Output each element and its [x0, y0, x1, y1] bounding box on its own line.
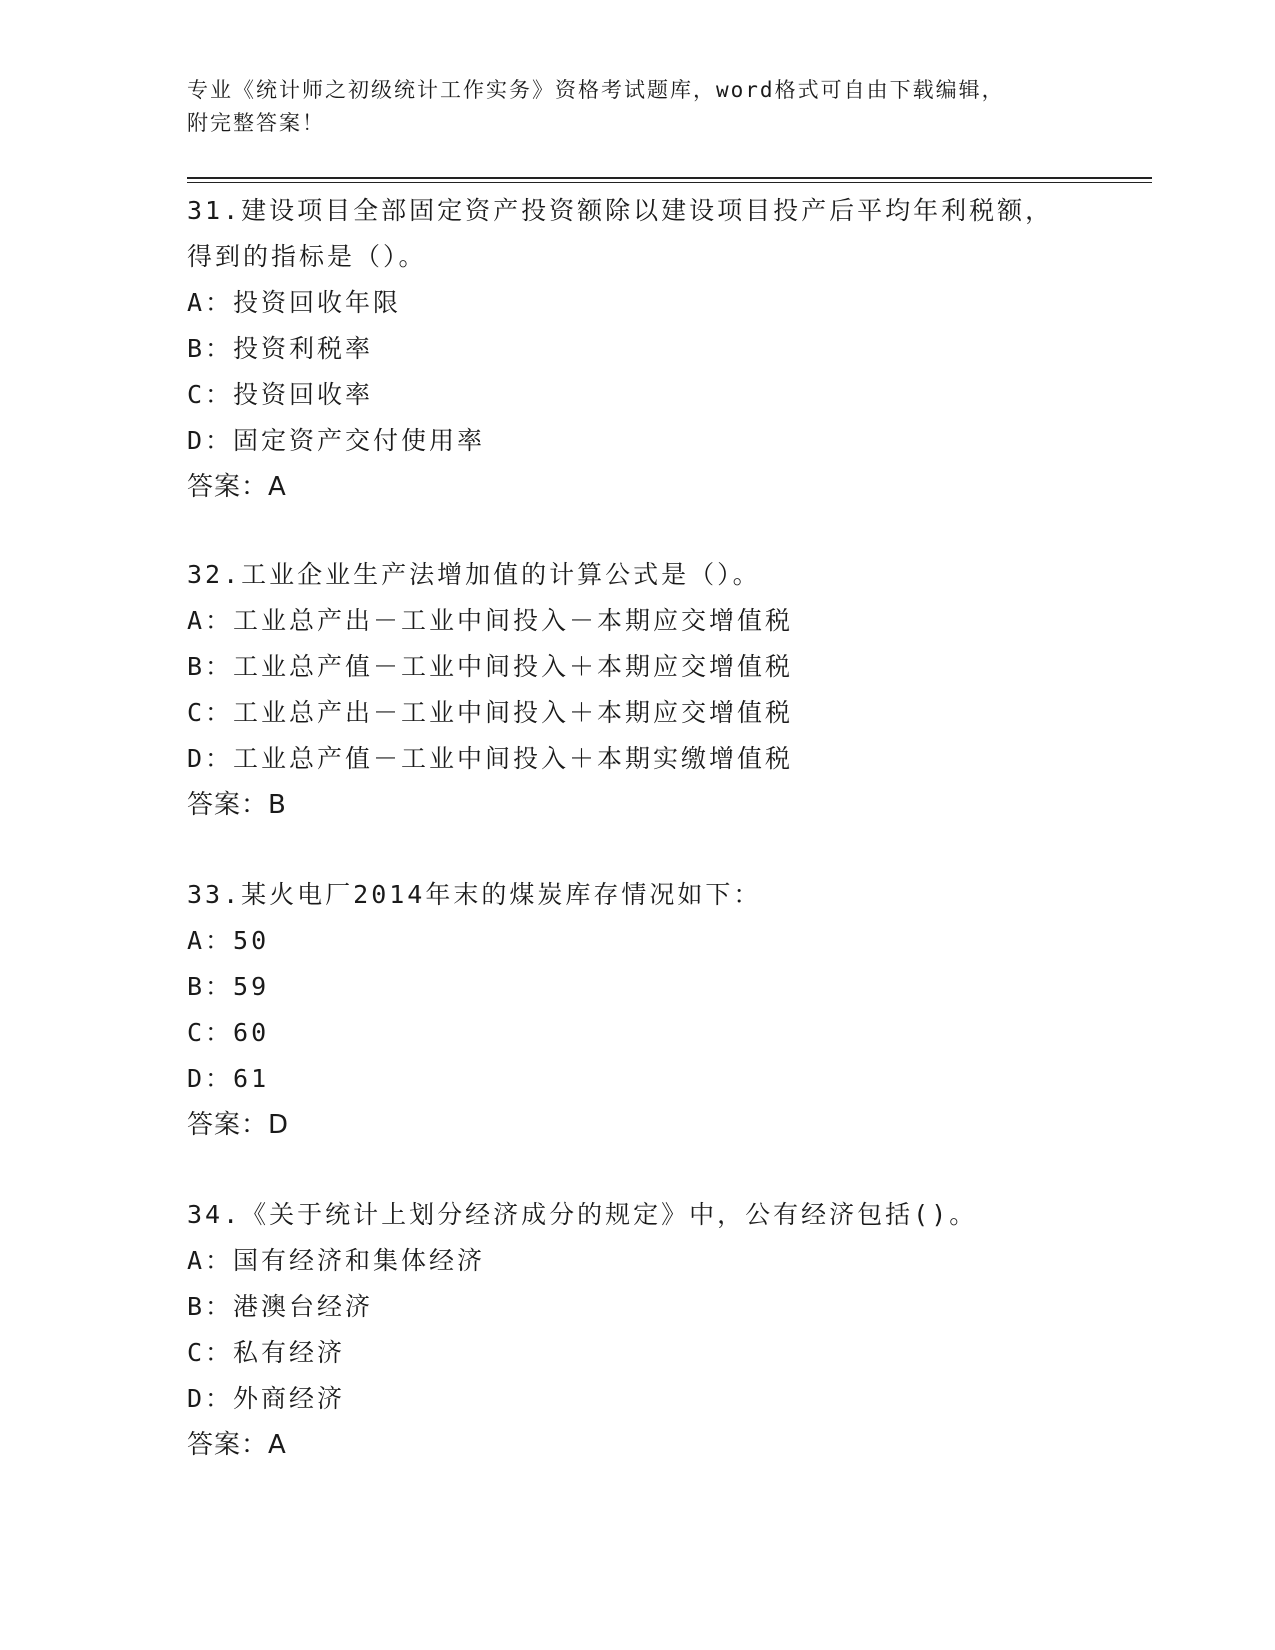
- question-stem: 34.《关于统计上划分经济成分的规定》中，公有经济包括()。: [187, 1200, 978, 1229]
- question-33: [187, 872, 1087, 1148]
- option-b: B：59: [187, 972, 270, 1001]
- option-d: D：61: [187, 1064, 270, 1093]
- answer: 答案：A: [187, 1430, 287, 1460]
- header-divider-thick: [187, 177, 1152, 179]
- option-a: A：投资回收年限: [187, 288, 402, 317]
- option-c: C：私有经济: [187, 1338, 346, 1367]
- option-c: C：投资回收率: [187, 380, 374, 409]
- question-stem-continued: 得到的指标是（）。: [187, 242, 427, 271]
- answer: 答案：A: [187, 472, 287, 502]
- option-d: D：外商经济: [187, 1384, 346, 1413]
- option-a: A：国有经济和集体经济: [187, 1246, 486, 1275]
- document-header: [187, 74, 1087, 140]
- question-stem: 33.某火电厂2014年末的煤炭库存情况如下：: [187, 880, 762, 909]
- question-34: [187, 1192, 1087, 1468]
- option-d: D：工业总产值－工业中间投入＋本期实缴增值税: [187, 744, 794, 773]
- question-31: [187, 188, 1087, 510]
- option-a: A：50: [187, 926, 270, 955]
- option-c: C：工业总产出－工业中间投入＋本期应交增值税: [187, 698, 794, 727]
- answer: 答案：B: [187, 790, 287, 820]
- option-b: B：工业总产值－工业中间投入＋本期应交增值税: [187, 652, 794, 681]
- option-c: C：60: [187, 1018, 270, 1047]
- option-b: B：港澳台经济: [187, 1292, 374, 1321]
- header-line-2: 附完整答案！: [187, 111, 325, 135]
- option-d: D：固定资产交付使用率: [187, 426, 486, 455]
- option-b: B：投资利税率: [187, 334, 374, 363]
- option-a: A：工业总产出－工业中间投入－本期应交增值税: [187, 606, 794, 635]
- header-divider-thin: [187, 182, 1152, 183]
- question-32: [187, 552, 1087, 828]
- answer: 答案：D: [187, 1110, 290, 1140]
- question-stem: 32.工业企业生产法增加值的计算公式是（）。: [187, 560, 761, 589]
- question-stem: 31.建设项目全部固定资产投资额除以建设项目投产后平均年利税额，: [187, 196, 1054, 225]
- header-line-1: 专业《统计师之初级统计工作实务》资格考试题库，word格式可自由下载编辑，: [187, 78, 1005, 102]
